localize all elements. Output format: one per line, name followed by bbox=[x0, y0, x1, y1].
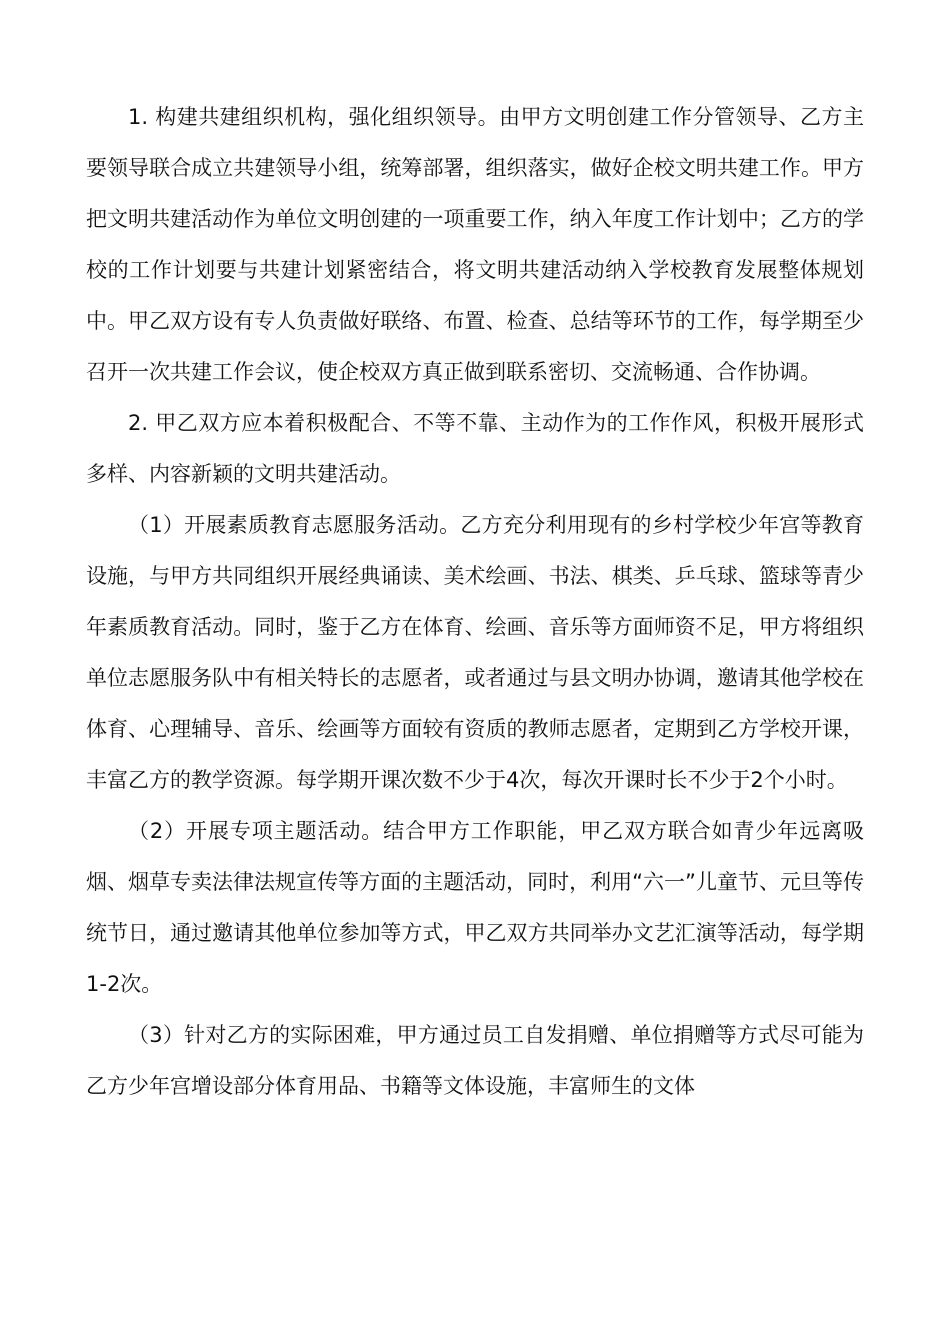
paragraph-4: （2）开展专项主题活动。结合甲方工作职能，甲乙双方联合如青少年远离吸烟、烟草专卖法律法规宣传等方面的主题活动，同时，利用“六一”儿童节、元旦等传统节日，通过邀请其他单位参加等方式，甲乙双方共同举办文艺汇演等活动，每学期1-2次。 bbox=[86, 819, 864, 996]
paragraph-3: （1）开展素质教育志愿服务活动。乙方充分利用现有的乡村学校少年宫等教育设施，与甲方共同组织开展经典诵读、美术绘画、书法、棋类、乒乓球、篮球等青少年素质教育活动。同时，鉴于乙方在体育、绘画、音乐等方面师资不足，甲方将组织单位志愿服务队中有相关特长的志愿者，或者通过与县文明办协调，邀请其他学校在体育、心理辅导、音乐、绘画等方面较有资质的教师志愿者，定期到乙方学校开课，丰富乙方的教学资源。每学期开课次数不少于4次，每次开课时长不少于2个小时。 bbox=[86, 513, 864, 792]
paragraph-5: （3）针对乙方的实际困难，甲方通过员工自发捐赠、单位捐赠等方式尽可能为乙方少年宫增设部分体育用品、书籍等文体设施，丰富师生的文体 bbox=[86, 1023, 864, 1098]
paragraph-2: 2. 甲乙双方应本着积极配合、不等不靠、主动作为的工作作风，积极开展形式多样、内容新颖的文明共建活动。 bbox=[86, 411, 864, 486]
document-body bbox=[86, 92, 864, 1112]
paragraph-1: 1. 构建共建组织机构，强化组织领导。由甲方文明创建工作分管领导、乙方主要领导联合成立共建领导小组，统筹部署，组织落实，做好企校文明共建工作。甲方把文明共建活动作为单位文明创建的一项重要工作，纳入年度工作计划中；乙方的学校的工作计划要与共建计划紧密结合，将文明共建活动纳入学校教育发展整体规划中。甲乙双方设有专人负责做好联络、布置、检查、总结等环节的工作，每学期至少召开一次共建工作会议，使企校双方真正做到联系密切、交流畅通、合作协调。 bbox=[86, 105, 864, 384]
